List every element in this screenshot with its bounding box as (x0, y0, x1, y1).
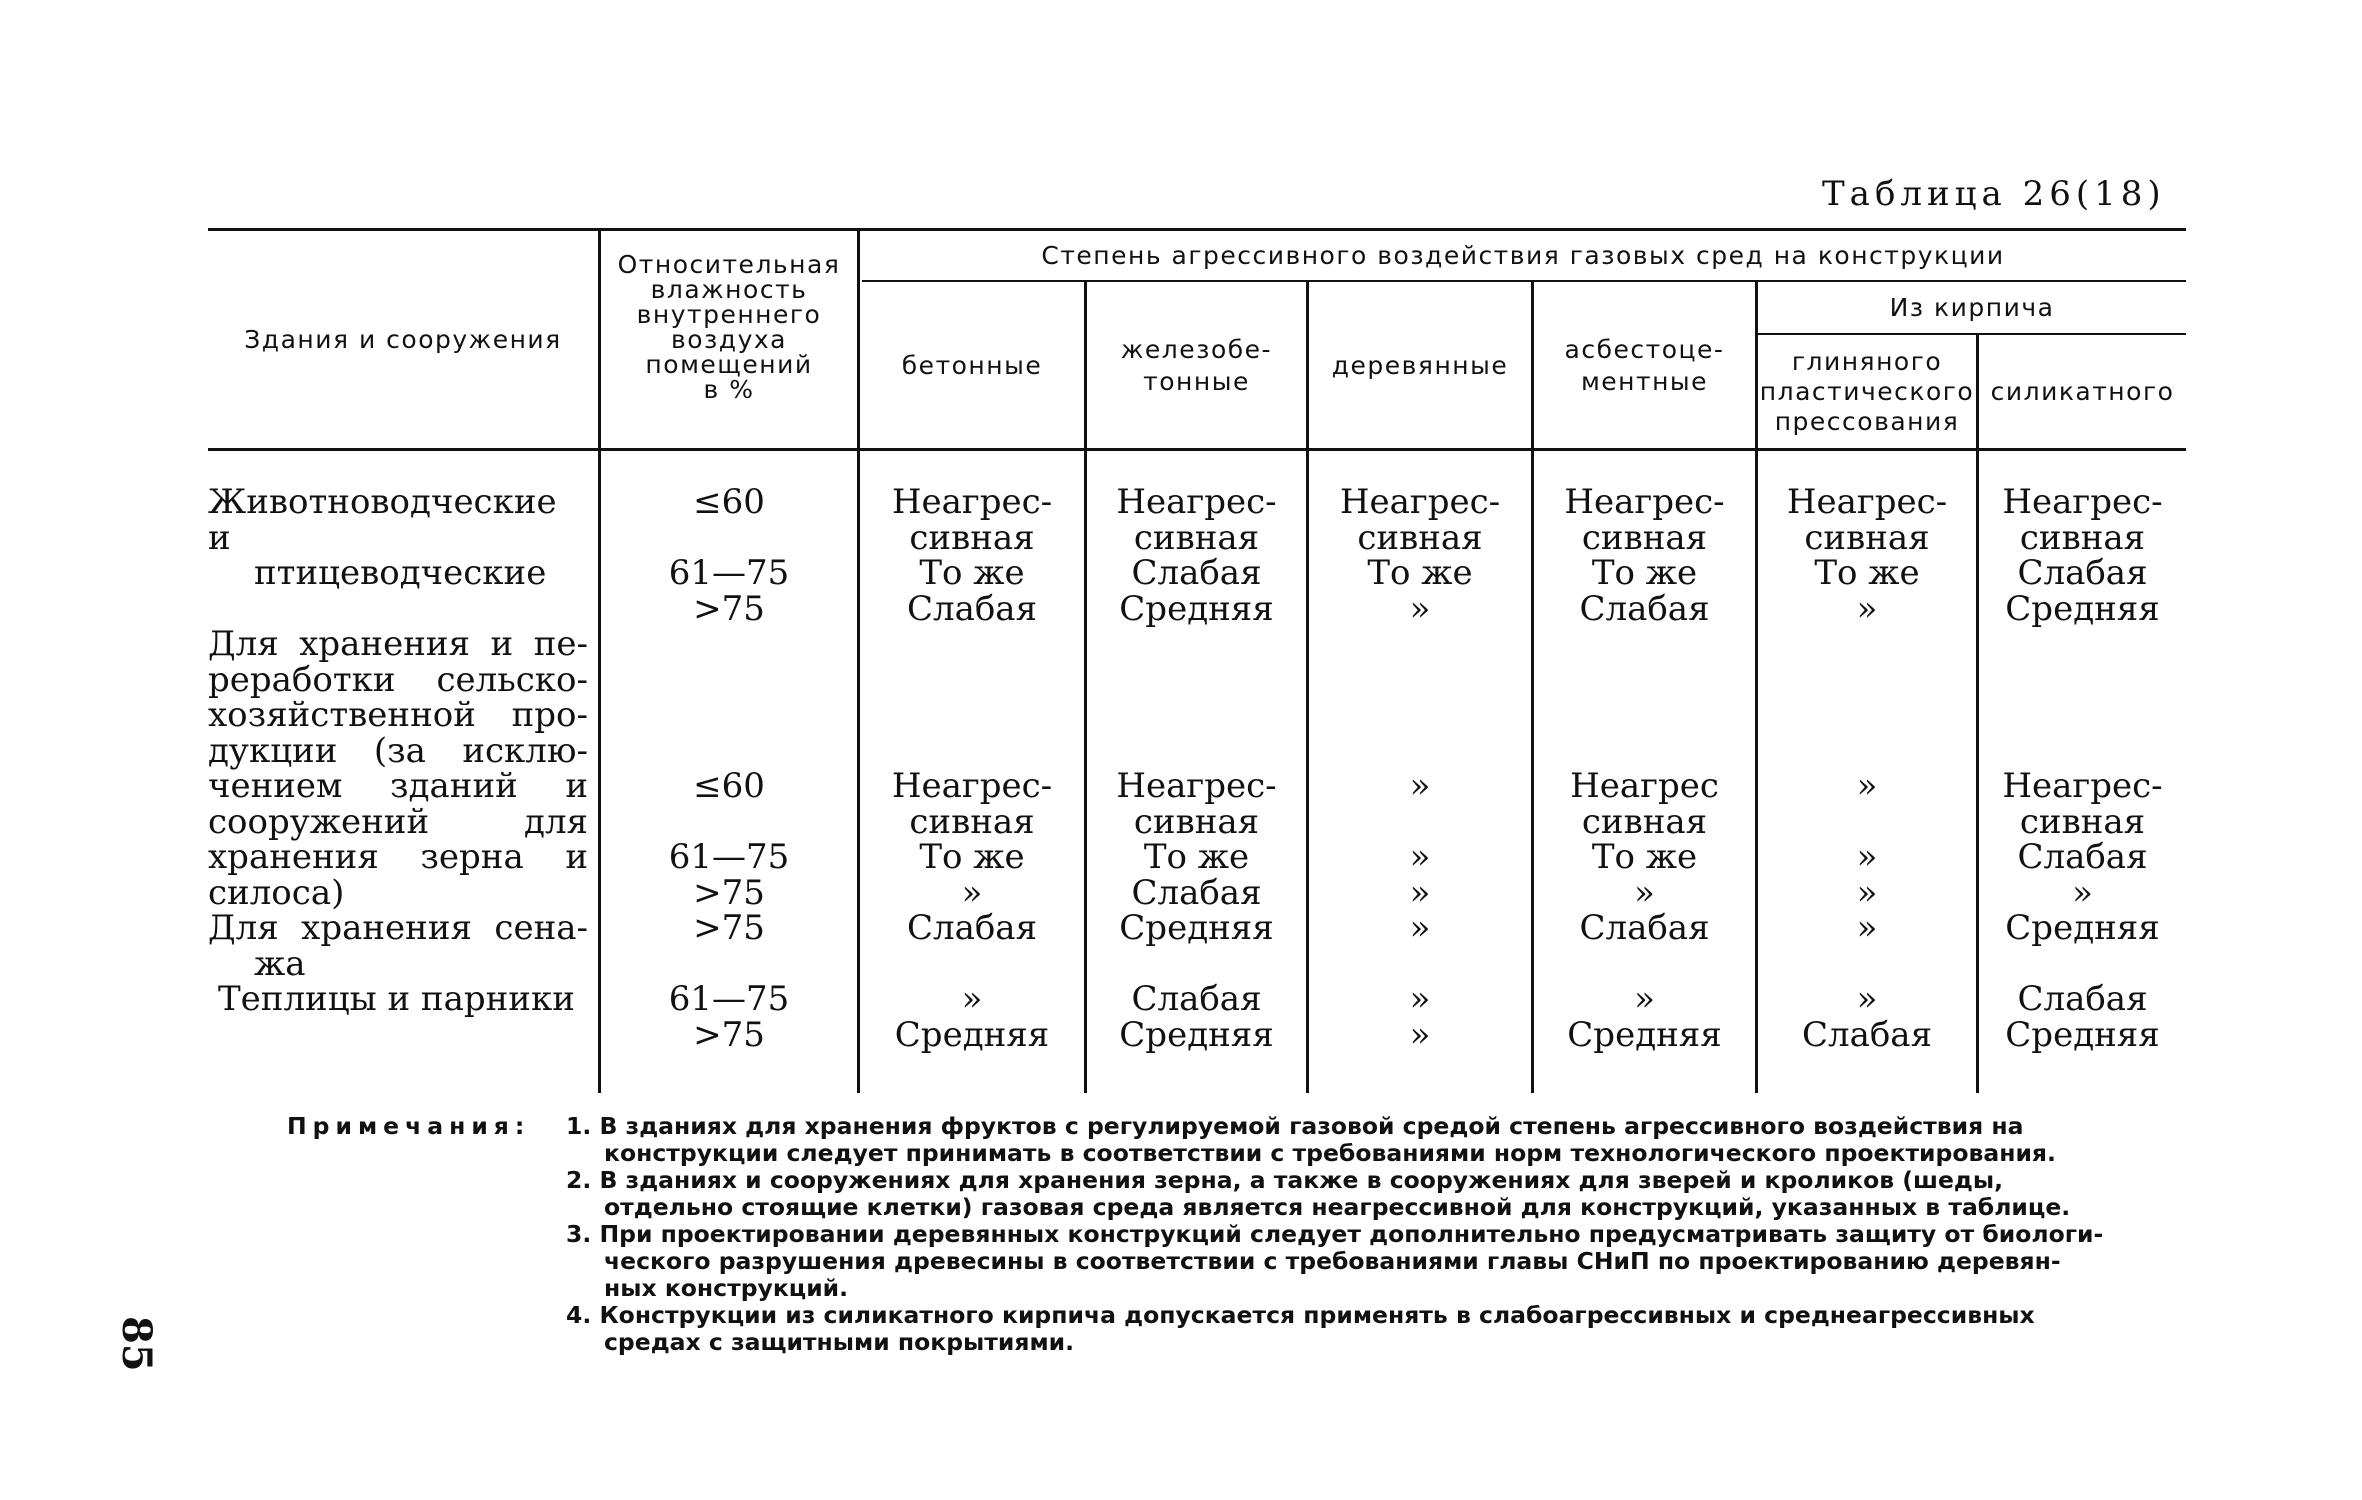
g1-clay: Неагрес- сивная То же » (1786, 482, 1948, 629)
notes-label: Примечания: (287, 1112, 531, 1140)
g4-silicate: Слабая Средняя (2005, 979, 2160, 1055)
g1-humidity: ≤60 61—75 >75 (668, 482, 790, 629)
header-buildings: Здания и сооружения (244, 324, 562, 354)
note-2: 2. В зданиях и сооружениях для хранения зерна, а также в сооружениях для зверей и кроликов (шеды, отдельно стоящие клетки) газовая среда является неагрессивной для конструкций, указанных в таблице. (566, 1166, 2071, 1221)
header-bottom-rule (208, 448, 2186, 451)
page-number: 85 (113, 1316, 160, 1372)
row-building-haylage: Для хранения сена- жа (208, 908, 588, 984)
g4-humidity: 61—75 >75 (668, 979, 790, 1055)
header-brick-group: Из кирпича (1889, 293, 2055, 322)
g4-concrete: » Средняя (894, 979, 1050, 1055)
g1-asbestos: Неагрес- сивная То же Слабая (1564, 482, 1725, 629)
g2-concrete: Неагрес- сивная То же » (891, 766, 1053, 913)
g3-reinforced: Средняя (1119, 908, 1274, 948)
g2-humidity: ≤60 61—75 >75 (668, 766, 790, 913)
header-wooden: деревянные (1331, 350, 1509, 380)
g1-silicate: Неагрес- сивная Слабая Средняя (2002, 482, 2163, 629)
g3-concrete: Слабая (906, 908, 1038, 948)
degree-rule (862, 280, 2186, 282)
g3-silicate: Средняя (2005, 908, 2160, 948)
g3-clay: » (1856, 908, 1878, 948)
g4-clay: » Слабая (1801, 979, 1933, 1055)
header-asbestos: асбестоце- ментные (1564, 334, 1725, 396)
g1-wooden: Неагрес- сивная То же » (1339, 482, 1501, 629)
g1-reinforced: Неагрес- сивная Слабая Средняя (1116, 482, 1277, 629)
note-4: 4. Конструкции из силикатного кирпича допускается применять в слабоагрессивных и среднеагрессивных средах с защитными покрытиями. (566, 1301, 2035, 1356)
g4-reinforced: Слабая Средняя (1119, 979, 1274, 1055)
note-1: 1. В зданиях для хранения фруктов с регулируемой газовой средой степень агрессивного воздействия на конструкции следует принимать в соответствии с требованиями норм технологического проектирования. (566, 1112, 2056, 1167)
g4-asbestos: » Средняя (1567, 979, 1722, 1055)
header-concrete: бетонные (901, 350, 1043, 380)
g2-reinforced: Неагрес- сивная То же Слабая (1116, 766, 1277, 913)
g2-asbestos: Неагрес сивная То же » (1570, 766, 1719, 913)
table-caption: Таблица 26(18) (1822, 174, 2166, 214)
g2-clay: » » » (1856, 766, 1878, 913)
row-building-storage: Для хранения и пе- реработки сельско- хозяйственной про- дукции (за исклю- чением зданий и сооружений для хранения зерна и силоса) (208, 624, 588, 913)
row-building-livestock: Животноводческие и птицеводческие (208, 482, 557, 593)
header-degree: Степень агрессивного воздействия газовых сред на конструкции (1041, 240, 2005, 270)
header-clay: глиняного пластического прессования (1759, 347, 1975, 436)
note-3: 3. При проектировании деревянных конструкций следует дополнительно предусматривать защиту от биологи- ческого разрушения древесины в соответствии с требованиями главы СНиП по проектированию деревян- ных конструкций. (566, 1220, 2104, 1302)
g3-asbestos: Слабая (1579, 908, 1710, 948)
g3-wooden: » (1409, 908, 1431, 948)
header-silicate: силикатного (1990, 377, 2175, 406)
brick-rule (1758, 333, 2186, 335)
g2-wooden: » » » (1409, 766, 1431, 913)
g3-humidity: >75 (693, 908, 765, 948)
g4-wooden: » » (1409, 979, 1431, 1055)
header-humidity: Относительная влажность внутреннего воздуха помещений в % (617, 250, 841, 404)
g1-concrete: Неагрес- сивная То же Слабая (891, 482, 1053, 629)
header-reinforced: железобе- тонные (1120, 334, 1273, 396)
g2-silicate: Неагрес- сивная Слабая » (2002, 766, 2163, 913)
row-building-greenhouses: Теплицы и парники (218, 979, 575, 1019)
notes-block (566, 1113, 2186, 1356)
